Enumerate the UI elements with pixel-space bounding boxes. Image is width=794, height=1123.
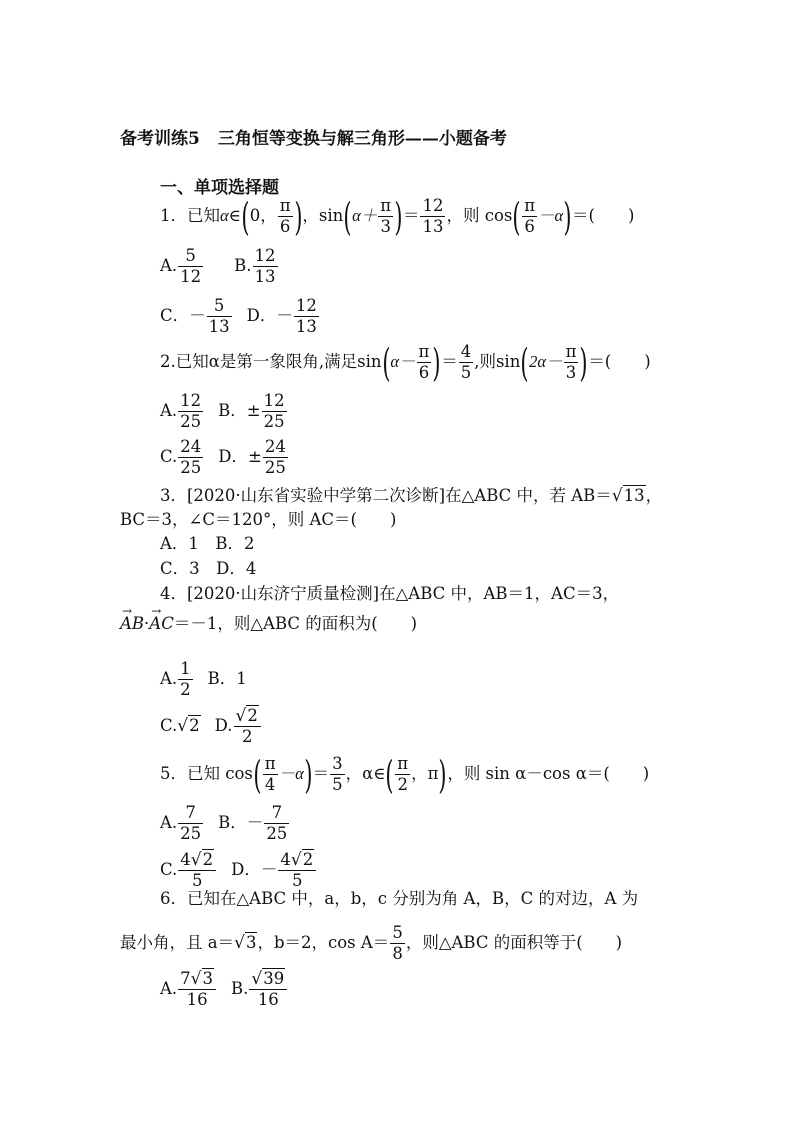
title-subtitle: ——小题备考 <box>404 129 507 149</box>
question-6-stem-line2: 最小角，且 a＝√3，b＝2，cos A＝ $\frac{5}{8}$ ，则△ABC 的面积等于( ) <box>120 923 623 963</box>
question-4-stem-line2: → AB·→ AC＝－1，则△ABC 的面积为( ) <box>120 613 417 635</box>
question-4-stem-line1: 4．[2020·山东济宁质量检测]在△ABC 中，AB＝1，AC＝3， <box>160 584 620 603</box>
title-topic: 三角恒等变换与解三角形 <box>217 129 405 149</box>
question-2-options-cd: C. $\frac{24}{25}$ D．± $\frac{24}{25}$ <box>160 437 286 477</box>
vector-ac: → AC <box>149 613 174 635</box>
question-3-options-ab: A．1 B．2 <box>160 534 255 553</box>
question-2-options-ab: A. $\frac{12}{25}$ B．± $\frac{12}{25}$ <box>160 391 285 431</box>
question-2-stem: 2.已知α是第一象限角,满足sin(α－ $\frac{\pi}{6}$ )＝ $\frac{4}{5}$ ,则sin(2α－ $\frac{\pi}{3}$ )＝( ) <box>160 340 651 385</box>
question-5-options-ab: A. $\frac{7}{25}$ B．－ $\frac{7}{25}$ <box>160 803 288 843</box>
question-3-stem-line2: BC＝3，∠C＝120°，则 AC＝( ) <box>120 510 397 529</box>
question-5-stem: 5．已知 cos( $\frac{\pi}{4}$ －α)＝ $\frac{3}{5}$ ，α∈( $\frac{\pi}{2}$ ，π)，则 sin α－cos α＝( ) <box>160 752 650 797</box>
vector-ab: → AB <box>120 613 144 635</box>
question-6-stem-line1: 6．已知在△ABC 中，a，b，c 分别为角 A，B，C 的对边，A 为 <box>160 889 639 908</box>
question-1-options-ab: A. $\frac{5}{12}$ B. $\frac{12}{13}$ <box>160 246 276 286</box>
question-5-options-cd: C. $\frac{4√2}{5}$ D．－ $\frac{4√2}{5}$ <box>160 850 317 891</box>
question-4-options-ab: A. $\frac{1}{2}$ B．1 <box>160 659 247 699</box>
section-heading: 一、单项选择题 <box>160 178 279 198</box>
page-title <box>120 124 507 149</box>
question-4-options-cd: C.√2 D. $\frac{√2}{2}$ <box>160 706 262 747</box>
question-3-options-cd: C．3 D．4 <box>160 559 257 578</box>
title-label: 备考训练5 <box>120 129 200 149</box>
question-3-stem-line1: 3．[2020·山东省实验中学第二次诊断]在△ABC 中，若 AB＝√13， <box>160 486 663 506</box>
question-1-options-cd: C．－ $\frac{5}{13}$ D．－ $\frac{12}{13}$ <box>160 296 317 336</box>
question-6-options-ab: A. $\frac{7√3}{16}$ B. $\frac{√39}{16}$ <box>160 969 288 1010</box>
question-1-stem: 1．已知α∈(0， $\frac{\pi}{6}$ )，sin(α＋ $\frac{\pi}{3}$ )＝ $\frac{12}{13}$ ，则 cos( $\frac{\pi}{6}$ －α)＝( ) <box>160 194 635 239</box>
